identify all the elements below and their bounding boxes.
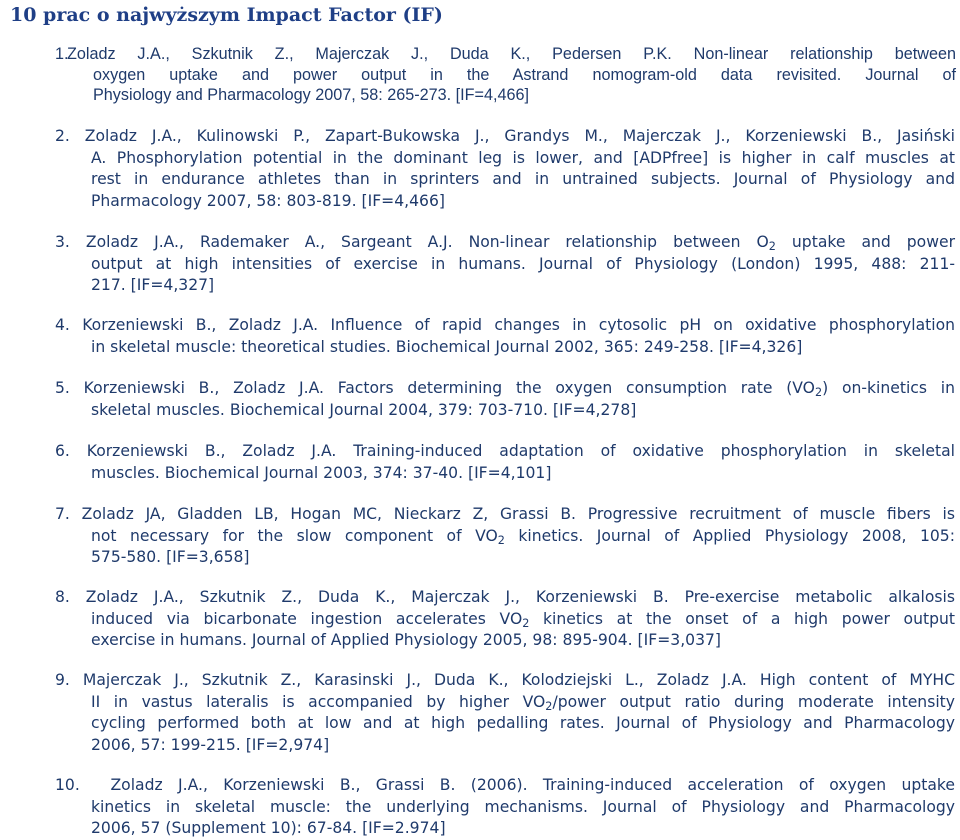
reference-line: 217. [IF=4,327]	[91, 276, 215, 294]
reference-number: 2.	[55, 127, 70, 145]
reference-text: Korzeniewski B., Zoladz J.A. Training-induced adaptation of oxidative phosphorylation in skeletal	[86, 442, 955, 460]
reference-text: Korzeniewski B., Zoladz J.A. Influence of rapid changes in cytosolic pH on oxidative phosphorylation	[82, 316, 955, 334]
reference-number: 6.	[55, 442, 70, 460]
reference-text: kinetics. Journal of Applied Physiology 2008, 105:	[504, 526, 955, 545]
reference-line: A. Phosphorylation potential in the dominant leg is lower, and [ADPfree] is higher in calf muscles at	[91, 148, 955, 167]
subscript: 2	[497, 533, 505, 547]
reference-text: ) on-kinetics in	[822, 379, 955, 397]
reference-number: 5.	[55, 379, 70, 397]
reference-line: rest in endurance athletes than in sprinters and in untrained subjects. Journal of Physiology and	[91, 170, 955, 188]
reference-line: Physiology and Pharmacology 2007, 58: 265-273. [IF=4,466]	[93, 86, 530, 104]
reference-text: uptake and power	[775, 233, 955, 251]
reference-5	[55, 378, 955, 421]
reference-9	[55, 670, 955, 756]
reference-number: 10.	[55, 776, 80, 794]
reference-number: 4.	[55, 316, 70, 334]
reference-line	[91, 692, 955, 714]
reference-line	[55, 587, 955, 609]
reference-3	[55, 232, 955, 297]
reference-number: 7.	[55, 505, 70, 523]
reference-text: II in vastus lateralis is accompanied by higher VO	[91, 692, 546, 711]
reference-line: 575-580. [IF=3,658]	[91, 548, 250, 566]
reference-line: oxygen uptake and power output in the Astrand nomogram-old data revisited. Journal of	[93, 65, 956, 84]
reference-line: muscles. Biochemical Journal 2003, 374: 37-40. [IF=4,101]	[91, 463, 552, 482]
reference-line	[55, 126, 955, 148]
reference-number: 3.	[55, 233, 70, 251]
reference-text: /power output ratio during moderate intensity	[552, 692, 955, 711]
reference-text: Majerczak J., Szkutnik Z., Karasinski J., Duda K., Kolodziejski L., Zoladz J.A. High content of MYHC	[82, 671, 955, 689]
subscript: 2	[768, 239, 776, 253]
reference-line	[55, 315, 955, 337]
reference-line	[55, 441, 955, 463]
reference-text: kinetics at the onset of a high power output	[529, 609, 955, 628]
reference-text: Zoladz J.A., Szkutnik Z., Duda K., Majerczak J., Korzeniewski B. Pre-exercise metabolic alkalosis	[85, 588, 955, 606]
document-title: 10 prac o najwyższym Impact Factor (IF)	[10, 4, 443, 26]
reference-line: Zoladz J.A., Szkutnik Z., Majerczak J., Duda K., Pedersen P.K. Non-linear relationship between	[67, 45, 956, 63]
reference-text: induced via bicarbonate ingestion accelerates VO	[91, 609, 523, 628]
reference-text: Korzeniewski B., Zoladz J.A. Factors determining the oxygen consumption rate (VO	[83, 379, 815, 397]
reference-line	[55, 504, 955, 526]
subscript: 2	[545, 699, 553, 713]
reference-2	[55, 126, 955, 212]
subscript: 2	[814, 385, 823, 399]
reference-line: kinetics in skeletal muscle: the underlying mechanisms. Journal of Physiology and Pharmacology	[91, 797, 955, 816]
reference-line: 2006, 57: 199-215. [IF=2,974]	[91, 735, 330, 754]
subscript: 2	[522, 616, 530, 630]
reference-line: Pharmacology 2007, 58: 803-819. [IF=4,466]	[91, 191, 445, 210]
reference-number: 1.	[55, 45, 69, 63]
reference-line: skeletal muscles. Biochemical Journal 2004, 379: 703-710. [IF=4,278]	[91, 400, 637, 419]
reference-line: cycling performed both at low and at high pedalling rates. Journal of Physiology and Pharmacology	[91, 714, 955, 732]
reference-number: 8.	[55, 588, 70, 606]
reference-text: Zoladz J.A., Rademaker A., Sargeant A.J. Non-linear relationship between O	[85, 233, 769, 251]
reference-text: Zoladz JA, Gladden LB, Hogan MC, Nieckarz Z, Grassi B. Progressive recruitment of muscle fibers is	[81, 505, 955, 523]
reference-8	[55, 587, 955, 652]
reference-line	[91, 526, 955, 548]
reference-10	[55, 775, 955, 840]
reference-line	[91, 609, 955, 631]
reference-line: output at high intensities of exercise in humans. Journal of Physiology (London) 1995, 488: 211-	[91, 254, 955, 273]
reference-7	[55, 504, 955, 569]
reference-text: Zoladz J.A., Kulinowski P., Zapart-Bukowska J., Grandys M., Majerczak J., Korzeniewski B., Jasiński	[84, 127, 955, 145]
reference-4	[55, 315, 955, 358]
reference-line: in skeletal muscle: theoretical studies. Biochemical Journal 2002, 365: 249-258. [IF=4,326]	[91, 337, 803, 356]
reference-line: 2006, 57 (Supplement 10): 67-84. [IF=2.974]	[91, 819, 446, 837]
reference-line	[55, 670, 955, 692]
reference-line	[55, 378, 955, 400]
reference-6	[55, 441, 955, 484]
reference-line	[55, 232, 955, 254]
reference-1	[55, 44, 956, 106]
reference-number: 9.	[55, 671, 70, 689]
reference-text: not necessary for the slow component of VO	[91, 526, 498, 545]
reference-line: exercise in humans. Journal of Applied Physiology 2005, 98: 895-904. [IF=3,037]	[91, 631, 722, 649]
reference-line	[55, 775, 955, 797]
reference-text: Zoladz J.A., Korzeniewski B., Grassi B. (2006). Training-induced acceleration of oxygen uptake	[110, 776, 955, 794]
